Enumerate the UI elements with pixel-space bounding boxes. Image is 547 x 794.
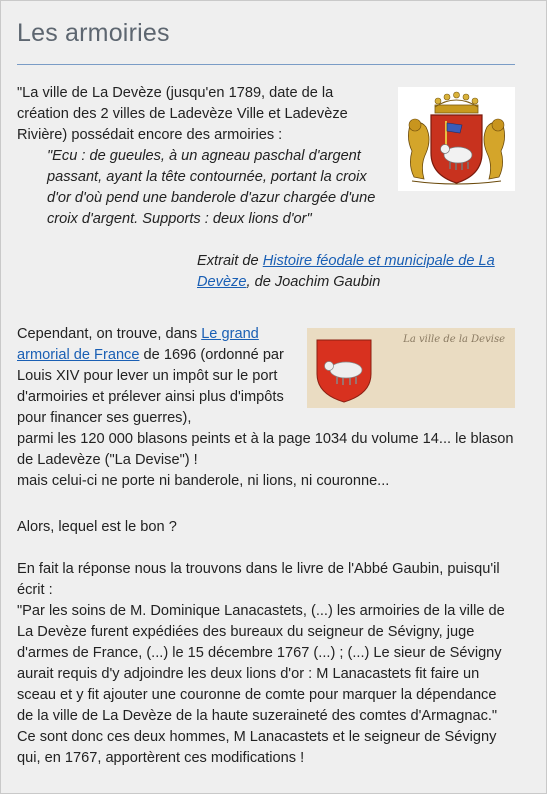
intro-line-1: "La ville de La Devèze (jusqu'en 1789, date de la [17, 85, 334, 101]
extract-prefix: Extrait de [197, 253, 263, 269]
armorial-line-8: mais celui-ci ne porte ni banderole, ni lions, ni couronne... [17, 473, 390, 489]
armorial-line-2-text: de 1696 (ordonné par [139, 347, 284, 363]
armorial-line-2 [17, 345, 284, 366]
title-divider [17, 64, 515, 65]
intro-line-3: Rivière) possédait encore des armoiries : [17, 127, 283, 143]
blazon-quote-line-4: croix d'argent. Supports : deux lions d'or" [47, 211, 312, 227]
lion-supporter-right-icon [484, 119, 505, 179]
question-line: Alors, lequel est le bon ? [17, 519, 177, 535]
lion-supporter-left-icon [408, 119, 429, 179]
histoire-feodale-link[interactable]: Histoire féodale et municipale de La [262, 253, 495, 269]
armorial-line-5: pour financer ses guerres), [17, 410, 192, 426]
blazon-quote-line-2: passant, ayant la tête contournée, portant la croix [47, 169, 367, 185]
armorial-line-1 [17, 324, 259, 345]
answer-line-10: qui, en 1767, apportèrent ces modifications ! [17, 750, 305, 766]
armorial-line-1-text: Cependant, on trouve, dans [17, 326, 202, 342]
grand-armorial-link[interactable]: Le grand [201, 326, 259, 342]
crown-icon [435, 92, 478, 113]
answer-line-4: La Devèze furent expédiées des bureaux du seigneur de Sévigny, juge [17, 624, 475, 640]
answer-line-5: d'armes de France, (...) le 15 décembre 1767 (...) ; (...) Le sieur de Sévigny [17, 645, 502, 661]
armorial-image-caption: La ville de la Devise [403, 334, 505, 345]
answer-line-2: écrit : [17, 582, 53, 598]
intro-line-2: création des 2 villes de Ladevèze Ville et Ladevèze [17, 106, 348, 122]
armorial-1696-image [307, 328, 515, 408]
answer-line-7: sceau et y fit ajouter une couronne de comte pour marquer la dépendance [17, 687, 497, 703]
answer-line-9: Ce sont donc ces deux hommes, M Lanacastets et le seigneur de Sévigny [17, 729, 497, 745]
answer-line-1: En fait la réponse nous la trouvons dans le livre de l'Abbé Gaubin, puisqu'il [17, 561, 500, 577]
histoire-feodale-link-continued[interactable]: Devèze [197, 274, 247, 290]
blazon-quote-line-3: d'or d'où pend une banderole d'azur chargée d'une [47, 190, 376, 206]
answer-line-3: "Par les soins de M. Dominique Lanacastets, (...) les armoiries de la ville de [17, 603, 505, 619]
grand-armorial-link-continued[interactable]: armorial de France [17, 347, 140, 363]
answer-line-6: aurait requis d'y adjoindre les deux lions d'or : M Lanacastets fit faire un [17, 666, 480, 682]
armorial-line-6: parmi les 120 000 blasons peints et à la page 1034 du volume 14... le blason [17, 431, 514, 447]
armorial-line-7: de Ladevèze ("La Devise") ! [17, 452, 198, 468]
answer-line-8: de la ville de La Devèze de la haute suzeraineté des comtes d'Armagnac." [17, 708, 498, 724]
armorial-line-4: d'armoiries et prélever ainsi plus d'impôts [17, 389, 284, 405]
page-title: Les armoiries [17, 19, 170, 47]
coat-of-arms-image [398, 87, 515, 191]
extract-suffix: , de Joachim Gaubin [246, 274, 381, 290]
extract-line-1 [197, 251, 495, 272]
extract-line-2 [197, 272, 380, 293]
armorial-line-3: Louis XIV pour lever un impôt sur le port [17, 368, 278, 384]
blazon-quote-line-1: "Ecu : de gueules, à un agneau paschal d'argent [47, 148, 361, 164]
